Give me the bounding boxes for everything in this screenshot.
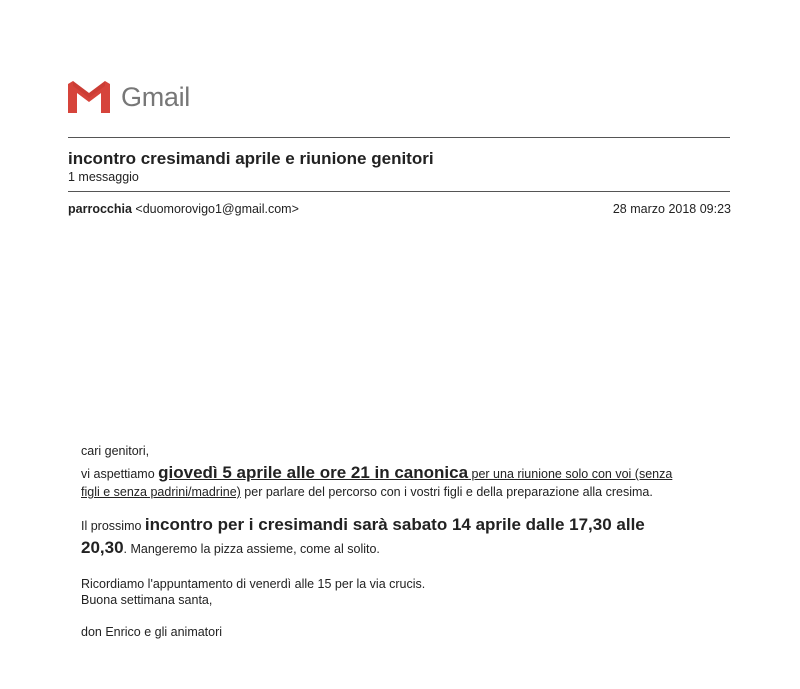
body-text: vi aspettiamo: [81, 467, 159, 481]
message-date: 28 marzo 2018 09:23: [612, 202, 731, 216]
body-line: Ricordiamo l'appuntamento di venerdì alle 15 per la via crucis.: [81, 577, 426, 591]
email-body-paragraph-2: [81, 514, 721, 560]
body-text: . Mangeremo la pizza assieme, come al solito.: [123, 542, 380, 556]
gmail-wordmark: Gmail: [121, 81, 191, 112]
sender-name: parrocchia: [68, 202, 132, 216]
body-text-underlined: figli e senza padrini/madrine): [81, 485, 241, 499]
meeting-highlight: giovedì 5 aprile alle ore 21 in canonica: [158, 463, 469, 482]
sender-line: [68, 202, 299, 216]
divider-header: [68, 191, 730, 192]
body-line: [81, 514, 721, 537]
event-highlight: 20,30: [81, 538, 124, 557]
event-highlight: incontro per i cresimandi sarà sabato 14 aprile dalle 17,30 alle: [144, 515, 645, 534]
gmail-logo: [68, 80, 190, 114]
sender-email: <duomorovigo1@gmail.com>: [135, 202, 299, 216]
message-count: 1 messaggio: [68, 170, 139, 184]
greeting: cari genitori,: [81, 444, 150, 458]
divider-top: [68, 137, 730, 138]
gmail-m-logo-icon: [68, 81, 110, 113]
thread-subject: incontro cresimandi aprile e riunione genitori: [68, 149, 434, 168]
body-line: [81, 463, 721, 484]
body-line: [81, 484, 721, 500]
email-body-paragraph-3: [81, 576, 721, 608]
body-line: [81, 537, 721, 560]
email-body-paragraph-1: [81, 443, 721, 500]
email-signature: don Enrico e gli animatori: [81, 625, 223, 639]
body-text: Il prossimo: [81, 519, 145, 533]
body-line: Buona settimana santa,: [81, 593, 213, 607]
body-text-underlined: per una riunione solo con voi (senza: [468, 467, 673, 481]
body-text: per parlare del percorso con i vostri figli e della preparazione alla cresima.: [240, 485, 653, 499]
